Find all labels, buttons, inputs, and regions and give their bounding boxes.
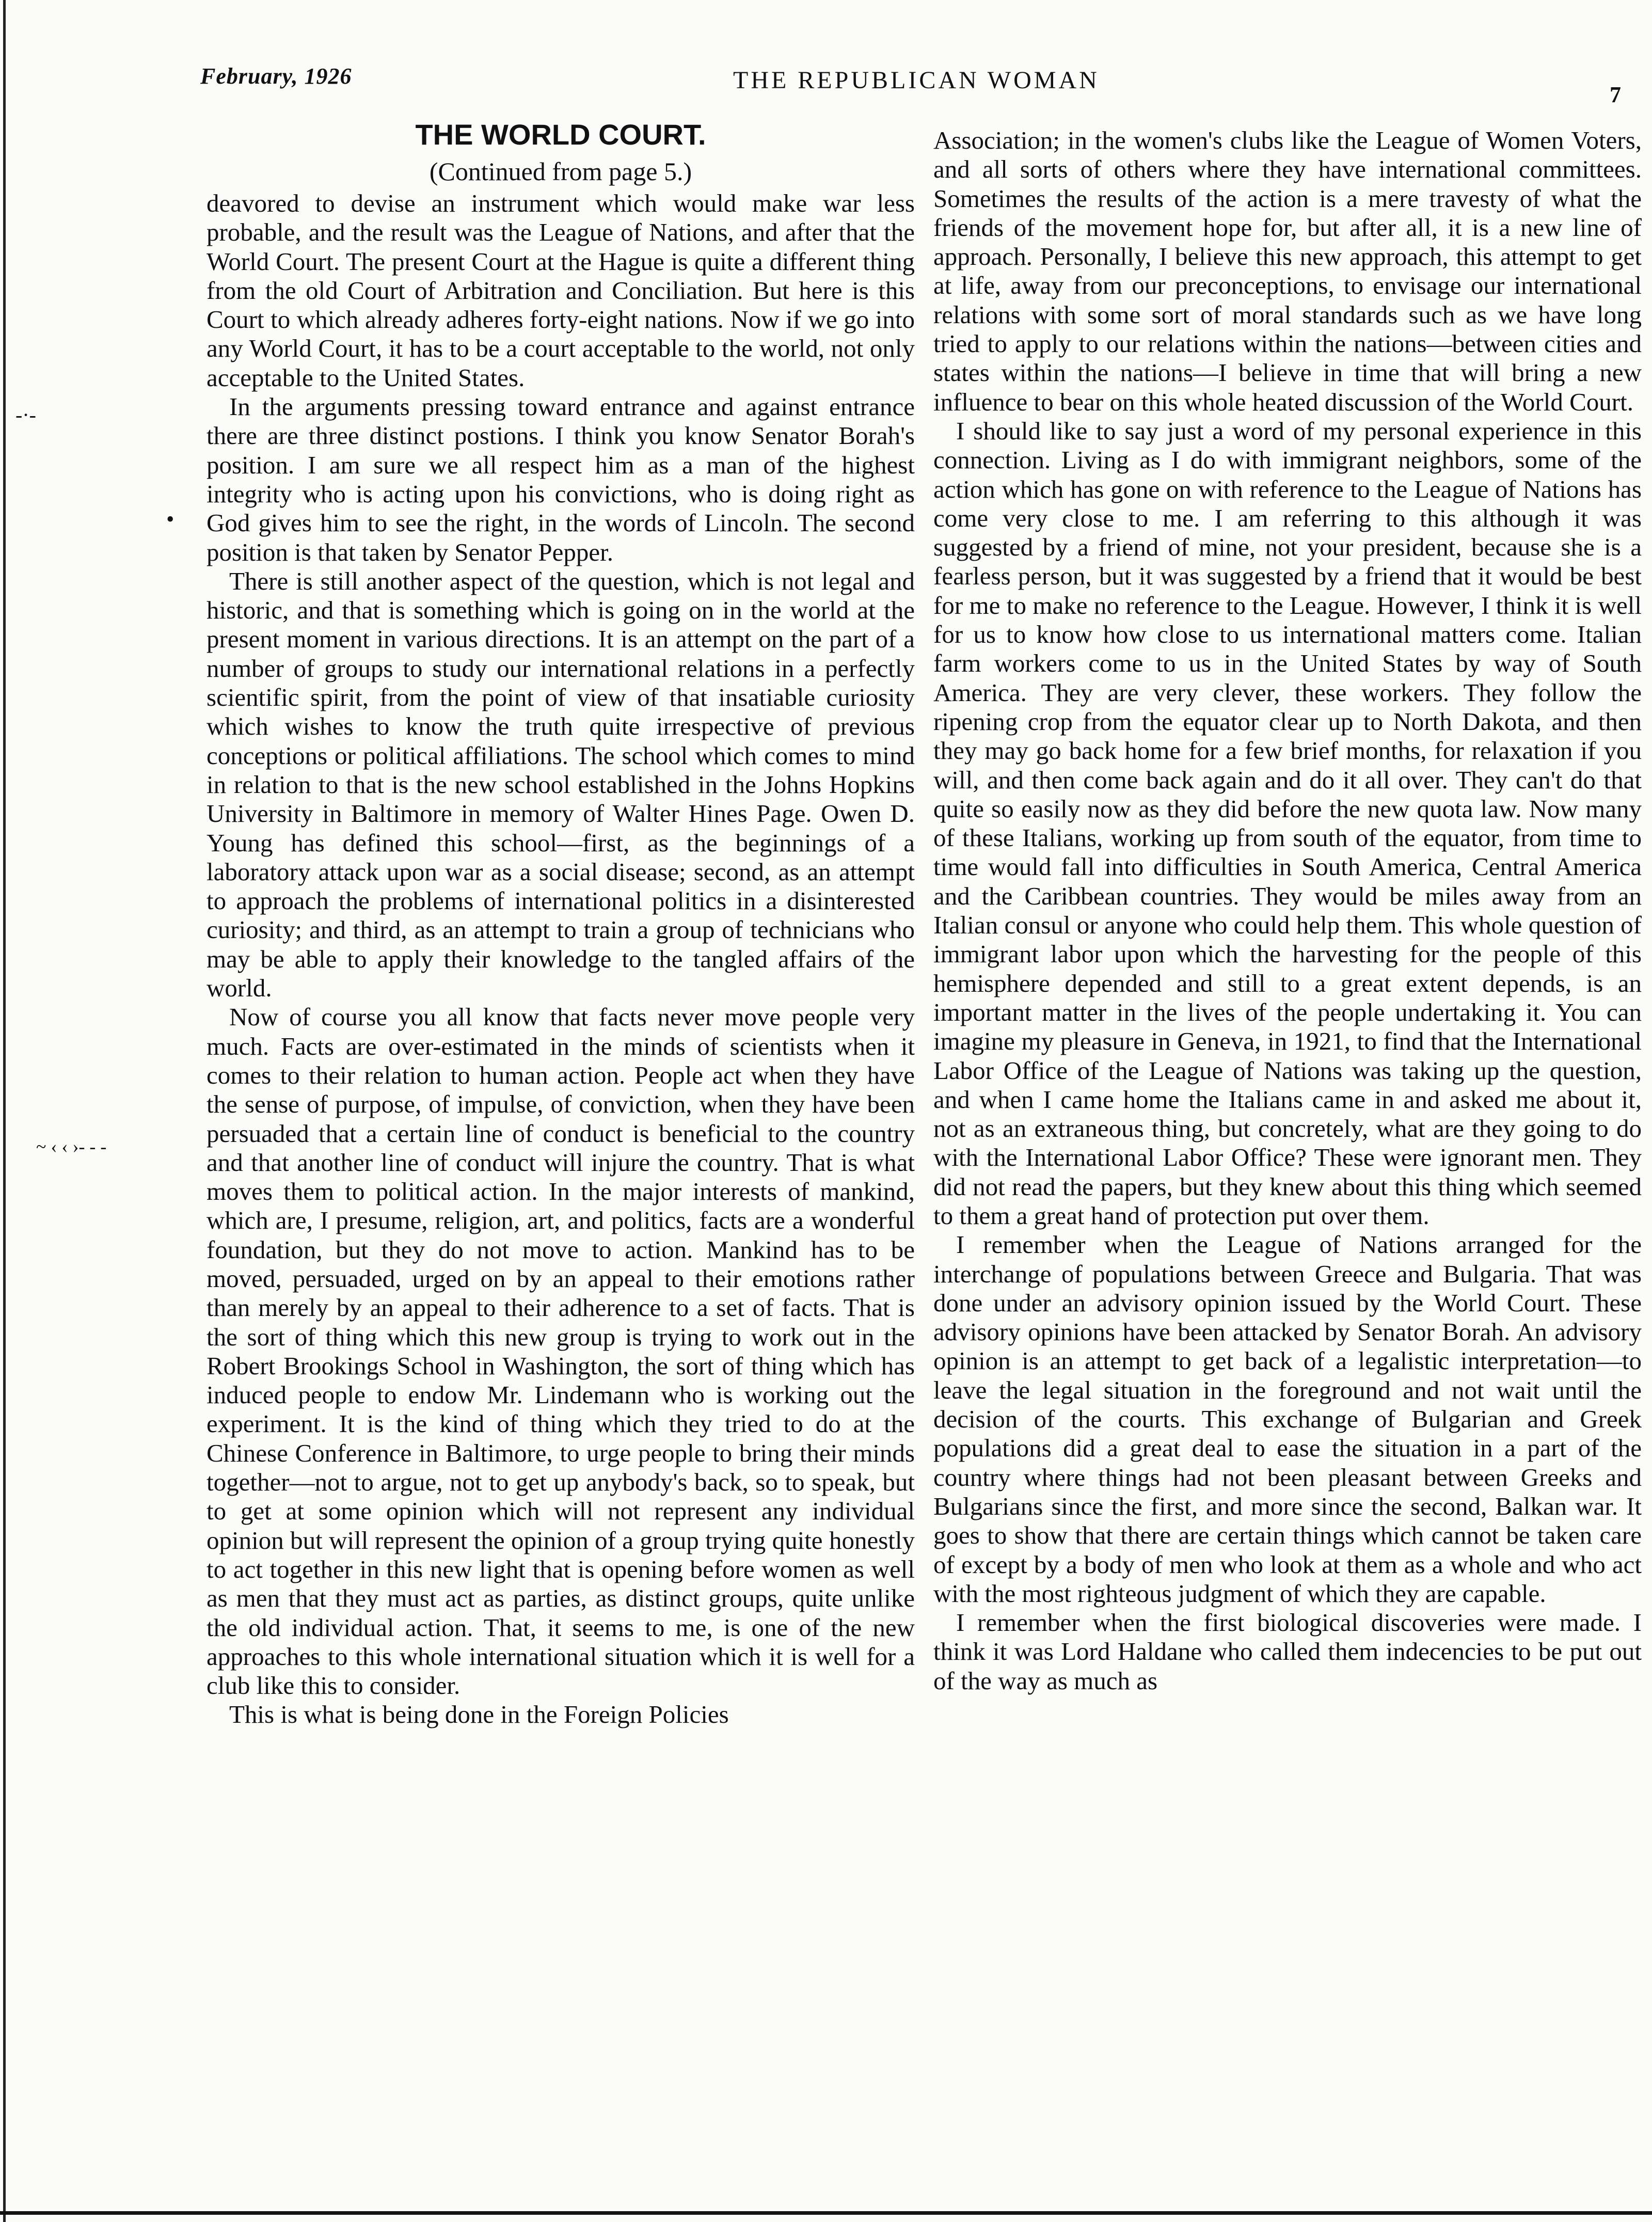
publication-title: THE REPUBLICAN WOMAN <box>733 67 1100 94</box>
right-column <box>933 126 1642 1695</box>
paragraph: Now of course you all know that facts never move people very much. Facts are over-estimated in the minds of scientists when it comes to their relation to human action. People act when they have the sense of purpose, of impulse, of conviction, when they have been persuaded that a certain line of conduct is beneficial to the country and that another line of conduct will injure the country. That is what moves them to political action. In the major interests of mankind, which are, I presume, religion, art, and politics, facts are a wonderful foundation, but they do not move to action. Mankind has to be moved, persuaded, urged on by an appeal to their emotions rather than merely by an appeal to their adherence to a set of facts. That is the sort of thing which this new group is trying to work out in the Robert Brookings School in Washington, the sort of thing which has induced people to endow Mr. Lindemann who is working out the experiment. It is the kind of thing which they tried to do at the Chinese Conference in Baltimore, to urge people to bring their minds together—not to argue, not to get up anybody's back, so to speak, but to get at some opinion which will not represent any individual opinion but will represent the opinion of a group trying quite honestly to act together in this new light that is opening before women as well as men that they must act as parties, as distinct groups, quite unlike the old individual action. That, it seems to me, is one of the new approaches to this whole international situation which it is well for a club like this to consider. <box>206 1003 915 1700</box>
paragraph: deavored to devise an instrument which would make war less probable, and the result was the League of Nations, and after that the World Court. The present Court at the Hague is quite a different thing from the old Court of Arbitration and Conciliation. But here is this Court to which already adheres forty-eight nations. Now if we go into any World Court, it has to be a court acceptable to the world, not only acceptable to the United States. <box>206 189 915 392</box>
margin-pencil-mark: ~ ‹ ‹ ›- - - <box>36 1136 107 1157</box>
paragraph: In the arguments pressing toward entrance and against entrance there are three distinct postions. I think you know Senator Borah's position. I am sure we all respect him as a man of the highest integrity who is acting upon his convictions, who is doing right as God gives him to see the right, in the words of Lincoln. The second position is that taken by Senator Pepper. <box>206 392 915 566</box>
paragraph: This is what is being done in the Foreign Policies <box>229 1700 729 1729</box>
margin-bullet: • <box>166 506 174 532</box>
left-column <box>206 117 915 1729</box>
paragraph: There is still another aspect of the question, which is not legal and historic, and that is something which is going on in the world at the present moment in various directions. It is an attempt on the part of a number of groups to study our international relations in a perfectly scientific spirit, from the point of view of that insatiable curiosity which wishes to know the truth quite irrespective of previous conceptions or political affiliations. The school which comes to mind in relation to that is the new school established in the Johns Hopkins University in Baltimore in memory of Walter Hines Page. Owen D. Young has defined this school—first, as the beginnings of a laboratory attack upon war as a social disease; second, as an attempt to approach the problems of international politics in a disinterested curiosity; and third, as an attempt to train a group of technicians who may be able to apply their knowledge to the tangled affairs of the world. <box>206 566 915 1003</box>
paragraph: I should like to say just a word of my personal experience in this connection. Living as I do with immigrant neighbors, some of the action which has gone on with reference to the League of Nations has come very close to me. I am referring to this although it was suggested by a friend of mine, not your president, because she is a fearless person, but it was suggested by a friend that it would be best for me to make no reference to the League. However, I think it is well for us to know how close to us international matters come. Italian farm workers come to us in the United States by way of South America. They are very clever, these workers. They follow the ripening crop from the equator clear up to North Dakota, and then they may go back home for a few brief months, for relaxation if you will, and then come back again and do it all over. They can't do that quite so easily now as they did before the new quota law. Now many of these Italians, working up from south of the equator, from time to time would fall into difficulties in South America, Central America and the Caribbean countries. They would be miles away from an Italian consul or anyone who could help them. This whole question of immigrant labor upon which the harvesting for the people of this hemisphere depended and still to a great extent depends, is an important matter in the lives of the people undertaking it. You can imagine my pleasure in Geneva, in 1921, to find that the International Labor Office of the League of Nations was taking up the question, and when I came home the Italians came in and asked me about it, not as an extraneous thing, but concretely, what are they going to do with the International Labor Office? These were ignorant men. They did not read the papers, but they knew about this thing which seemed to them a great hand of protection put over them. <box>933 416 1642 1230</box>
margin-mark: -·- <box>15 403 36 426</box>
article-title: THE WORLD COURT. <box>415 118 706 151</box>
issue-date: February, 1926 <box>200 64 352 89</box>
page-number: 7 <box>1610 82 1621 107</box>
continued-note: (Continued from page 5.) <box>429 157 692 186</box>
paragraph: Association; in the women's clubs like the League of Women Voters, and all sorts of others where they have international committees. Sometimes the results of the action is a mere travesty of what the friends of the movement hope for, but after all, it is a new line of approach. Personally, I believe this new approach, this attempt to get at life, away from our preconceptions, to envisage our international relations with some sort of moral standards such as we have long tried to apply to our relations within the nations—between cities and states within the nations—I believe in time that will bring a new influence to bear on this whole heated discussion of the World Court. <box>933 126 1642 416</box>
binding-edge-rule <box>3 0 6 2222</box>
paragraph: I remember when the League of Nations arranged for the interchange of populations between Greece and Bulgaria. That was done under an advisory opinion issued by the World Court. These advisory opinions have been attacked by Senator Borah. An advisory opinion is an attempt to get back of a legalistic interpretation—to leave the legal situation in the foreground and not wait until the decision of the courts. This exchange of Bulgarian and Greek populations did a great deal to ease the situation in a part of the country where things had not been pleasant between Greeks and Bulgarians since the first, and more since the second, Balkan war. It goes to show that there are certain things which cannot be taken care of except by a body of men who look at them as a whole and who act with the most righteous judgment of which they are capable. <box>933 1230 1642 1608</box>
paragraph: I remember when the first biological discoveries were made. I think it was Lord Haldane who called them indecencies to be put out of the way as much as <box>933 1608 1642 1695</box>
bottom-edge-rule <box>0 2211 1652 2215</box>
